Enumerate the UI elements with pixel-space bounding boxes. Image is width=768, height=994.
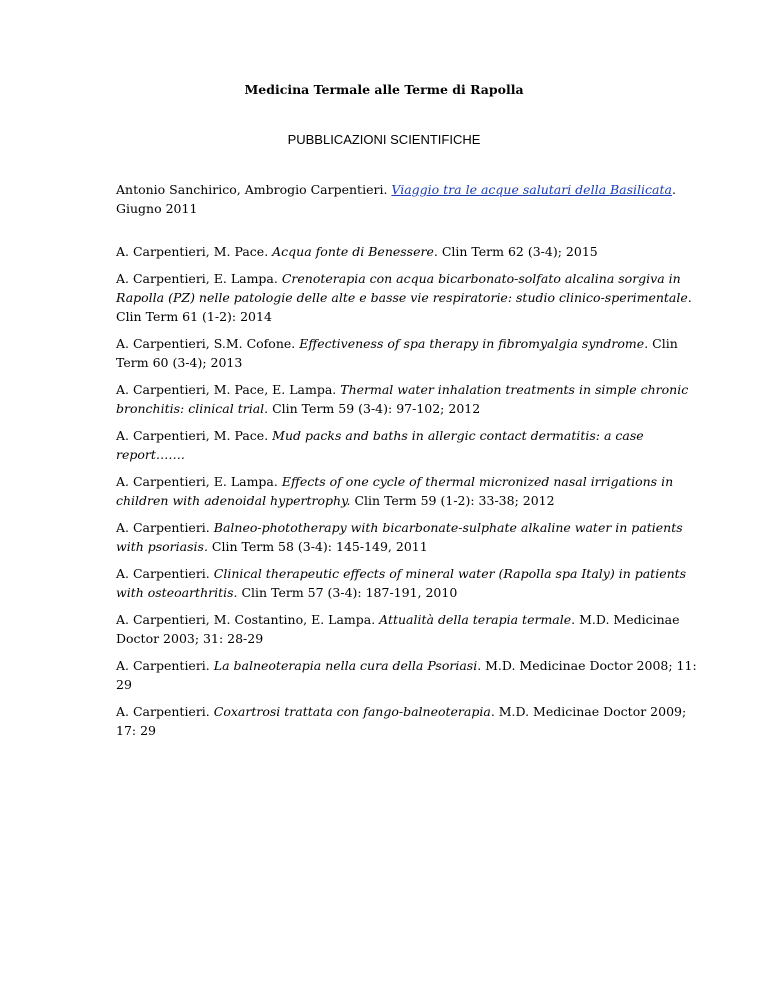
reference-authors: A. Carpentieri.: [116, 658, 214, 673]
reference-source: Clin Term 59 (3-4): 97-102; 2012: [268, 401, 481, 416]
reference-title: Acqua fonte di Benessere: [272, 244, 434, 259]
reference-authors: A. Carpentieri, E. Lampa.: [116, 474, 282, 489]
reference-item: [116, 334, 701, 372]
reference-title: Crenoterapia con acqua bicarbonato-solfato alcalina sorgiva in Rapolla (PZ) nelle patologie delle alte e basse vie respiratorie: studio clinico-sperimentale: [116, 271, 688, 305]
intro-authors: Antonio Sanchirico, Ambrogio Carpentieri.: [116, 182, 392, 197]
reference-list: [116, 242, 701, 748]
reference-title: Effects of one cycle of thermal micronized nasal irrigations in children with adenoidal hypertrophy.: [116, 474, 674, 508]
reference-source: . M.D. Medicinae Doctor 2009; 17: 29: [116, 704, 687, 738]
reference-item: [116, 426, 701, 464]
intro-date: . Giugno 2011: [116, 182, 676, 216]
intro-reference: [116, 180, 696, 218]
reference-authors: A. Carpentieri.: [116, 520, 214, 535]
reference-title: Attualità della terapia termale: [379, 612, 572, 627]
reference-source: . Clin Term 62 (3-4); 2015: [433, 244, 598, 259]
reference-title: La balneoterapia nella cura della Psoriasi: [213, 658, 478, 673]
reference-title: Effectiveness of spa therapy in fibromyalgia syndrome: [299, 336, 645, 351]
section-heading: PUBBLICAZIONI SCIENTIFICHE: [287, 132, 481, 147]
reference-title: Thermal water inhalation treatments in simple chronic bronchitis: clinical trial.: [116, 382, 689, 416]
reference-item: [116, 269, 701, 326]
reference-authors: A. Carpentieri, M. Pace.: [116, 244, 273, 259]
reference-item: [116, 610, 701, 648]
reference-title: Balneo-phototherapy with bicarbonate-sulphate alkaline water in patients with psoriasis.: [116, 520, 683, 554]
reference-title: Mud packs and baths in allergic contact dermatitis: a case report…….: [116, 428, 644, 462]
reference-source: . M.D. Medicinae Doctor 2003; 31: 28-29: [116, 612, 680, 646]
reference-authors: A. Carpentieri, M. Pace.: [116, 428, 273, 443]
reference-authors: A. Carpentieri, E. Lampa.: [116, 271, 282, 286]
reference-source: Clin Term 57 (3-4): 187-191, 2010: [237, 585, 458, 600]
reference-item: [116, 656, 701, 694]
reference-authors: A. Carpentieri, M. Pace, E. Lampa.: [116, 382, 341, 397]
reference-source: Clin Term 58 (3-4): 145-149, 2011: [207, 539, 428, 554]
reference-source: . Clin Term 60 (3-4); 2013: [116, 336, 678, 370]
reference-item: [116, 380, 701, 418]
reference-item: [116, 702, 701, 740]
reference-title: Coxartrosi trattata con fango-balneoterapia: [213, 704, 491, 719]
page-title: Medicina Termale alle Terme di Rapolla: [244, 82, 524, 97]
reference-item: [116, 564, 701, 602]
reference-source: . Clin Term 61 (1-2): 2014: [116, 290, 692, 324]
reference-source: . M.D. Medicinae Doctor 2008; 11: 29: [116, 658, 697, 692]
reference-authors: A. Carpentieri.: [116, 566, 214, 581]
reference-source: Clin Term 59 (1-2): 33-38; 2012: [350, 493, 555, 508]
reference-item: [116, 472, 701, 510]
reference-item: [116, 242, 701, 261]
reference-authors: A. Carpentieri.: [116, 704, 214, 719]
reference-authors: A. Carpentieri, M. Costantino, E. Lampa.: [116, 612, 380, 627]
reference-title: Clinical therapeutic effects of mineral water (Rapolla spa Italy) in patients with osteoarthritis.: [116, 566, 687, 600]
reference-authors: A. Carpentieri, S.M. Cofone.: [116, 336, 300, 351]
reference-item: [116, 518, 701, 556]
intro-link[interactable]: Viaggio tra le acque salutari della Basilicata: [391, 182, 672, 197]
